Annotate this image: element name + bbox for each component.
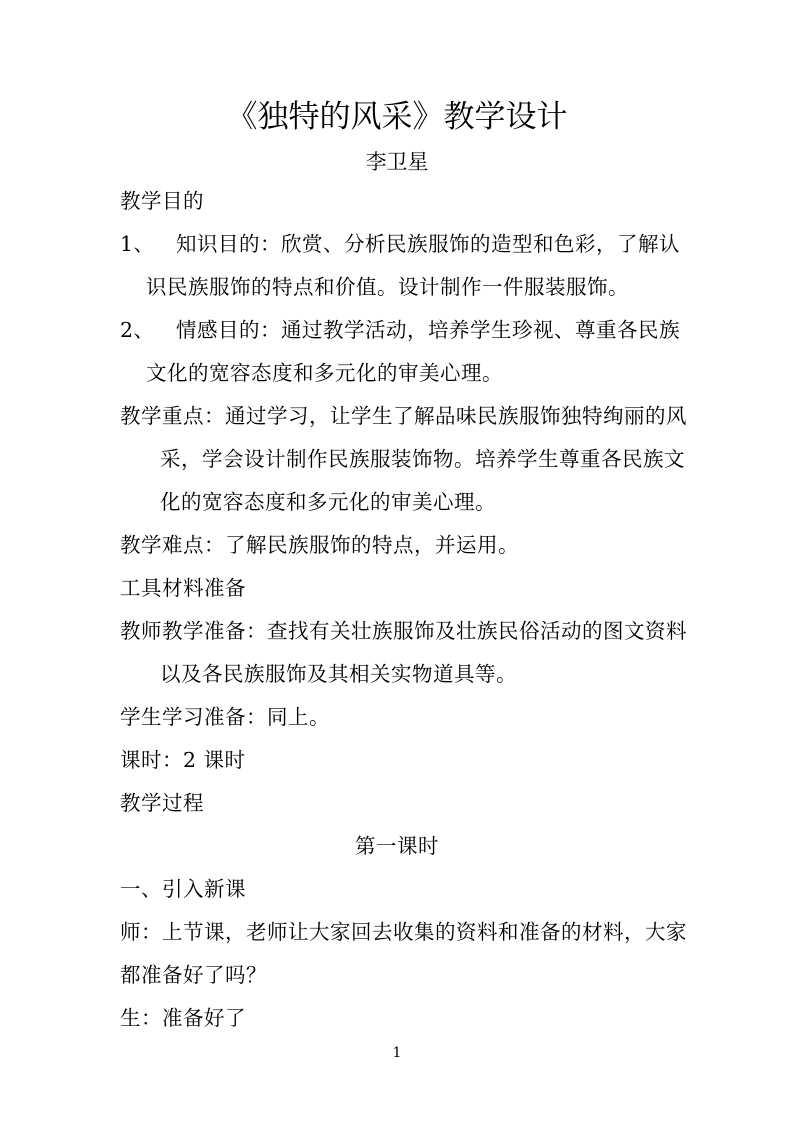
teacher-prep-line-1: 教师教学准备：查找有关壮族服饰及壮族民俗活动的图文资料 [120, 619, 687, 643]
teacher-dialogue-line-1: 师：上节课，老师让大家回去收集的资料和准备的材料，大家 [120, 920, 687, 944]
key-points-line-1: 教学重点：通过学习，让学生了解品味民族服饰独特绚丽的风 [120, 404, 687, 428]
teacher-dialogue-line-2: 都准备好了吗？ [120, 963, 267, 987]
section-heading-objectives: 教学目的 [120, 189, 204, 213]
periods-line: 课时：2 课时 [120, 748, 246, 772]
objective-1-text: 知识目的：欣赏、分析民族服饰的造型和色彩，了解认 [176, 232, 680, 256]
student-dialogue-line: 生：准备好了 [120, 1006, 246, 1030]
section-heading-materials: 工具材料准备 [120, 576, 246, 600]
objective-2-line-1 [120, 316, 680, 344]
objective-2-line-2: 文化的宽容态度和多元化的审美心理。 [146, 361, 503, 385]
section-heading-process: 教学过程 [120, 791, 204, 815]
lesson-1-heading: 第一课时 [355, 834, 439, 858]
key-points-line-2: 采，学会设计制作民族服装饰物。培养学生尊重各民族文 [160, 447, 685, 471]
objective-1-line-1 [120, 230, 680, 258]
student-prep-line: 学生学习准备：同上。 [120, 705, 330, 729]
objective-1-number: 1、 [120, 232, 155, 256]
objective-2-text: 情感目的：通过教学活动，培养学生珍视、尊重各民族 [176, 318, 680, 342]
difficulty-line: 教学难点：了解民族服饰的特点，并运用。 [120, 533, 519, 557]
document-title: 《独特的风采》教学设计 [226, 99, 568, 135]
objective-1-line-2: 识民族服饰的特点和价值。设计制作一件服装服饰。 [146, 275, 629, 299]
objective-2-number: 2、 [120, 318, 155, 342]
page-number: 1 [392, 1045, 402, 1061]
intro-heading: 一、引入新课 [120, 877, 246, 901]
key-points-line-3: 化的宽容态度和多元化的审美心理。 [160, 490, 496, 514]
teacher-prep-line-2: 以及各民族服饰及其相关实物道具等。 [160, 662, 517, 686]
document-author: 李卫星 [365, 150, 429, 174]
